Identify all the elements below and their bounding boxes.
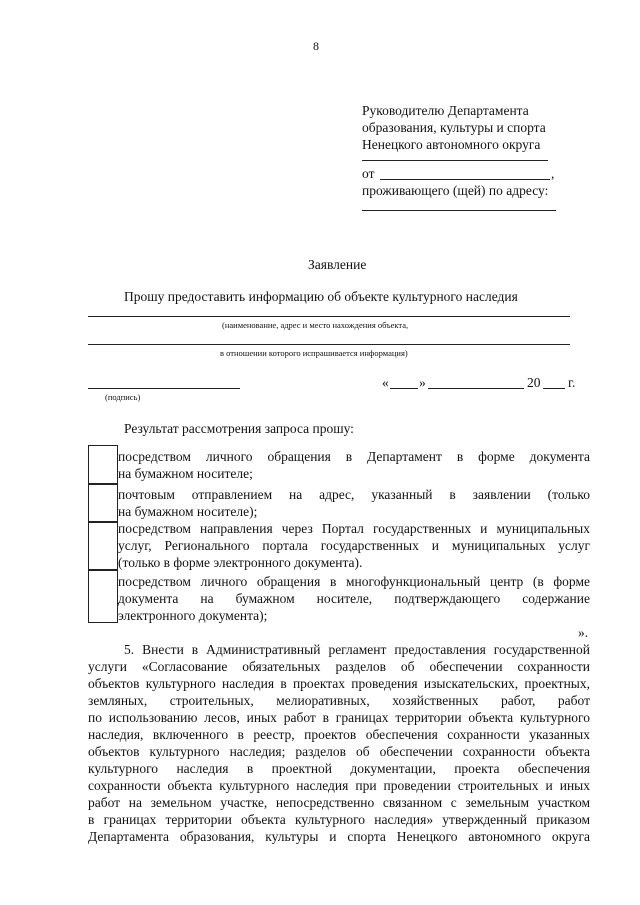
option-1-line-2: на бумажном носителе; [118, 466, 253, 481]
page-number: 8 [313, 39, 319, 53]
addressee-line-2: образования, культуры и спорта [362, 120, 546, 135]
signature-caption: (подпись) [105, 392, 141, 402]
object-blank-line-2 [88, 344, 570, 345]
addressee-line-3: Ненецкого автономного округа [362, 137, 541, 152]
date-open-quote: « [382, 375, 389, 390]
option-4-checkbox[interactable] [88, 569, 118, 623]
paragraph-5-line-6: наследия, включенного в реестр, проектов обеспечения сохранности указанных [88, 727, 590, 742]
object-blank-line-1 [88, 316, 570, 317]
addressee-blank-line [362, 160, 548, 161]
paragraph-5-line-9: сохранности объекта культурного наследия при проведении строительных и иных [88, 778, 590, 793]
option-3-checkbox[interactable] [88, 521, 118, 571]
document-title: Заявление [308, 257, 367, 272]
option-1-line-1: посредством личного обращения в Департамент в форме документа [118, 449, 590, 464]
from-blank-line [380, 179, 550, 180]
paragraph-5-line-7: объектов культурного наследия; разделов об обеспечении сохранности объекта [88, 744, 590, 759]
result-heading: Результат рассмотрения запроса прошу: [124, 421, 354, 436]
option-2-checkbox[interactable] [88, 483, 118, 523]
paragraph-5-line-1: 5. Внести в Административный регламент предоставления государственной [124, 642, 590, 657]
paragraph-5-line-10: работ на земельном участке, непосредственно связанном с земельным участком [88, 795, 590, 810]
closing-quote: ». [578, 625, 589, 640]
paragraph-5-line-8: культурного наследия в проектной документации, проекта обеспечения [88, 761, 590, 776]
residing-label: проживающего (щей) по адресу: [362, 183, 549, 198]
addressee-line-1: Руководителю Департамента [362, 103, 529, 118]
date-year-prefix: 20 [527, 375, 541, 390]
option-3-line-3: (только в форме электронного документа). [118, 555, 363, 570]
signature-line [88, 388, 240, 389]
request-text: Прошу предоставить информацию об объекте культурного наследия [124, 289, 518, 304]
paragraph-5-line-11: в границах территории объекта культурного наследия» утвержденный приказом [88, 812, 590, 827]
date-day-line [390, 388, 418, 389]
date-year-line [543, 388, 565, 389]
paragraph-5-line-4: земляных, строительных, мелиоративных, хозяйственных работ, работ [88, 693, 590, 708]
option-3-line-2: услуг, Регионального портала государственных и муниципальных услуг [118, 538, 590, 553]
date-month-line [428, 388, 524, 389]
address-blank-line [362, 210, 556, 211]
option-4-line-3: электронного документа); [118, 608, 268, 623]
paragraph-5-line-2: услуги «Согласование обязательных разделов об обеспечении сохранности [88, 659, 590, 674]
paragraph-5-line-5: по использованию лесов, иных работ в границах территории объекта культурного [88, 710, 590, 725]
option-2-line-2: на бумажном носителе); [118, 504, 258, 519]
date-year-suffix: г. [568, 375, 576, 390]
object-caption-1: (наименование, адрес и место нахождения объекта, [222, 320, 409, 330]
paragraph-5-line-12: Департамента образования, культуры и спорта Ненецкого автономного округа [88, 829, 590, 844]
from-label: от [362, 166, 375, 181]
option-4-line-1: посредством личного обращения в многофункциональный центр (в форме [118, 574, 590, 589]
date-close-quote: » [419, 375, 426, 390]
option-4-line-2: документа на бумажном носителе, подтверждающего содержание [118, 591, 590, 606]
option-3-line-1: посредством направления через Портал государственных и муниципальных [118, 521, 590, 536]
option-2-line-1: почтовым отправлением на адрес, указанный в заявлении (только [118, 487, 590, 502]
paragraph-5-line-3: объектов культурного наследия в проектах проведения изыскательских, проектных, [88, 676, 590, 691]
object-caption-2: в отношении которого испрашивается информация) [220, 348, 408, 358]
from-comma: , [551, 166, 555, 181]
option-1-checkbox[interactable] [88, 445, 118, 485]
